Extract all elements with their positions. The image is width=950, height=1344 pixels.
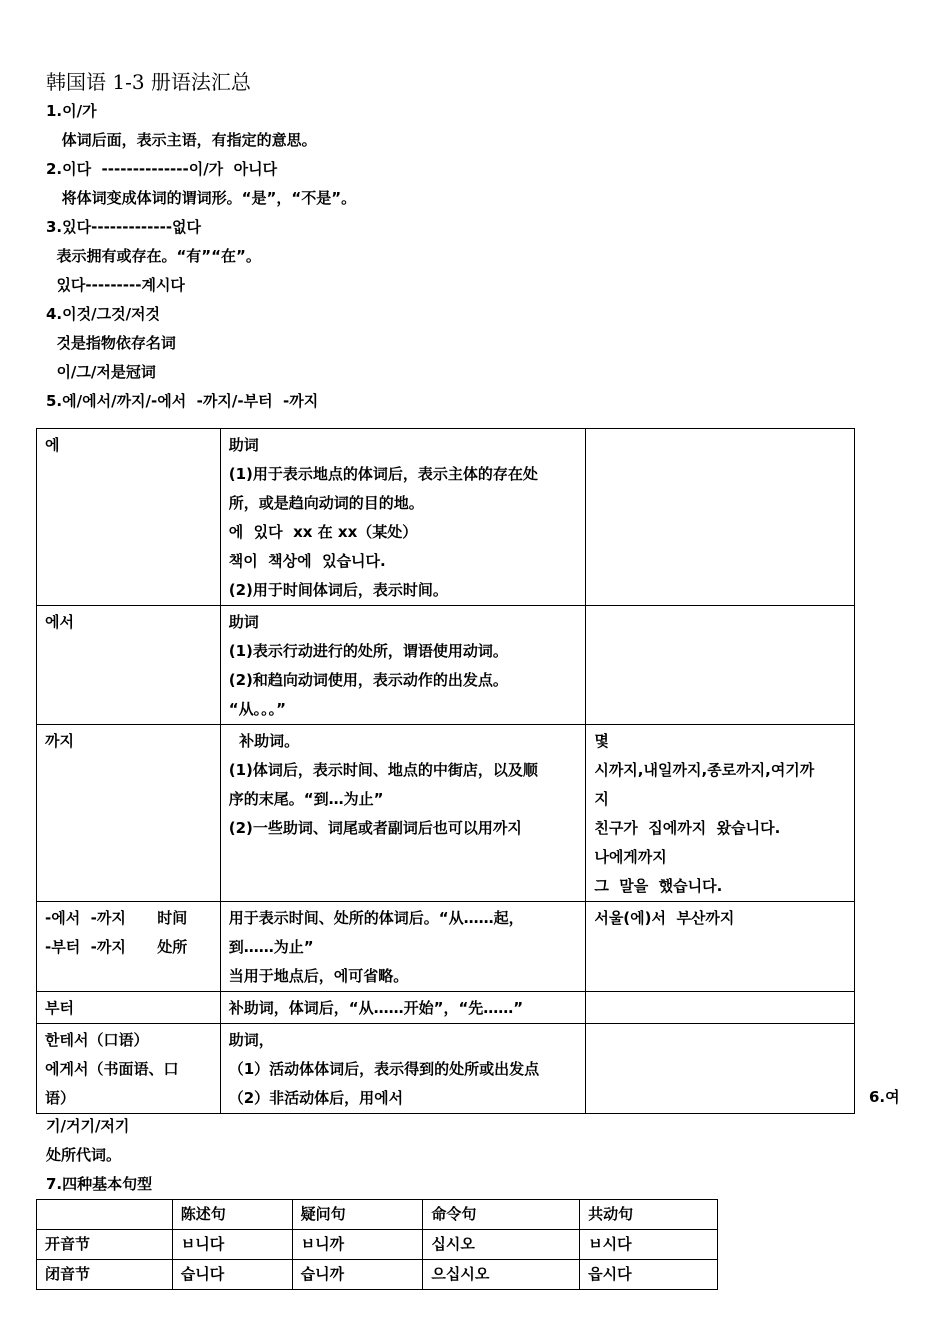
cell-line: -에서 -까지 时间 (45, 909, 188, 927)
table-row (37, 606, 855, 725)
cell-line: (2)和趋向动词使用，表示动作的出发点。 (228, 671, 508, 689)
column-header: 陈述句 (172, 1200, 292, 1230)
text-line: 表示拥有或存在。“有”“在”。 (46, 247, 261, 265)
cell-line: 助词 (228, 436, 259, 454)
table-cell (220, 606, 586, 725)
side-text: 6.여 (869, 1088, 900, 1106)
cell-line: 当用于地点后，에可省略。 (228, 967, 409, 985)
column-header: 共动句 (580, 1200, 718, 1230)
cell-line: 到……为止” (228, 938, 314, 956)
cell-line: 助词， (228, 1031, 274, 1049)
cell-line: 나에게까지 (594, 848, 667, 866)
table-cell (586, 1024, 855, 1114)
cell-line: 그 말을 했습니다. (594, 877, 723, 895)
table-row (37, 1024, 855, 1114)
table-row (37, 902, 855, 992)
cell-line: 补助词。 (228, 732, 300, 750)
table-cell: 습니다 (172, 1260, 292, 1290)
text-line: 5.에/에서/까지/-에서 -까지/-부터 -까지 (46, 392, 319, 410)
cell-line: 助词 (228, 613, 259, 631)
text-line: 7.四种基本句型 (46, 1175, 153, 1193)
text-line: 3.있다-------------없다 (46, 218, 202, 236)
table-cell (220, 429, 586, 606)
text-line: 것是指物依存名词 (46, 334, 176, 352)
cell-line: 所，或是趋向动词的目的地。 (228, 494, 424, 512)
particle-table (36, 428, 855, 1114)
column-header (37, 1200, 173, 1230)
cell-line: 에 (45, 436, 60, 454)
cell-line: 서울(에)서 부산까지 (594, 909, 735, 927)
text-line: 기/거기/저기 (46, 1117, 130, 1135)
cell-line: 补助词，体词后，“从……开始”，“先……” (228, 999, 524, 1017)
table-cell (586, 992, 855, 1024)
table-cell (586, 429, 855, 606)
text-line: 2.이다 --------------이/가 아니다 (46, 160, 278, 178)
table-cell (586, 902, 855, 992)
cell-line: “从。。。” (228, 700, 286, 718)
table-header-row (37, 1200, 718, 1230)
cell-line: 에 있다 xx 在 xx（某处） (228, 523, 418, 541)
table-cell: 습니까 (292, 1260, 423, 1290)
cell-line: （1）活动体体词后，表示得到的处所或出发点 (228, 1060, 540, 1078)
table-cell: ㅂ시다 (580, 1230, 718, 1260)
cell-line: (1)表示行动进行的处所，谓语使用动词。 (228, 642, 508, 660)
table-cell (37, 429, 221, 606)
column-header: 疑问句 (292, 1200, 423, 1230)
cell-line: （2）非活动体后，用에서 (228, 1089, 404, 1107)
table-cell: 십시오 (423, 1230, 580, 1260)
table-row (37, 1230, 718, 1260)
cell-line: 用于表示时间、处所的体词后。“从……起， (228, 909, 524, 927)
table-row (37, 992, 855, 1024)
cell-line: 에서 (45, 613, 74, 631)
table-row (37, 725, 855, 902)
table-row (37, 1260, 718, 1290)
cell-line: 시까지,내일까지,종로까지,여기까 (594, 761, 815, 779)
table-cell (37, 902, 221, 992)
cell-line: (1)体词后，表示时间、地点的中街店，以及顺 (228, 761, 538, 779)
table-cell (37, 725, 221, 902)
table-cell (37, 606, 221, 725)
table-cell (220, 992, 586, 1024)
table-cell (586, 725, 855, 902)
cell-line: 몇 (594, 732, 609, 750)
cell-line: 까지 (45, 732, 74, 750)
cell-line: 지 (594, 790, 609, 808)
cell-line: 序的末尾。“到…为止” (228, 790, 384, 808)
table-cell (37, 1024, 221, 1114)
cell-line: 에게서（书面语、口 (45, 1060, 179, 1078)
table-cell: 闭音节 (37, 1260, 173, 1290)
table-cell (220, 902, 586, 992)
table-cell (37, 992, 221, 1024)
text-line: 1.이/가 (46, 102, 97, 120)
cell-line: 语） (45, 1089, 76, 1107)
text-line: 이/그/저是冠词 (46, 363, 156, 381)
table-cell: ㅂ니까 (292, 1230, 423, 1260)
text-line: 将体词变成体词的谓词形。“是”，“不是”。 (46, 189, 357, 207)
table-cell: 开音节 (37, 1230, 173, 1260)
table-cell: 으십시오 (423, 1260, 580, 1290)
cell-line: (1)用于表示地点的体词后，表示主体的存在处 (228, 465, 538, 483)
column-header: 命令句 (423, 1200, 580, 1230)
table-cell (220, 725, 586, 902)
sentence-type-table (36, 1199, 718, 1290)
page-title: 韩国语 1-3 册语法汇总 (46, 70, 251, 94)
cell-line: 부터 (45, 999, 74, 1017)
text-line: 있다---------계시다 (46, 276, 185, 294)
cell-line: (2)用于时间体词后，表示时间。 (228, 581, 448, 599)
text-line: 4.이것/그것/저것 (46, 305, 161, 323)
cell-line: 친구가 집에까지 왔습니다. (594, 819, 781, 837)
table-row (37, 429, 855, 606)
cell-line: (2)一些助词、词尾或者副词后也可以用까지 (228, 819, 522, 837)
table-cell (220, 1024, 586, 1114)
cell-line: -부터 -까지 处所 (45, 938, 188, 956)
cell-line: 한테서（口语） (45, 1031, 149, 1049)
text-line: 处所代词。 (46, 1146, 122, 1164)
table-cell (586, 606, 855, 725)
table-cell: ㅂ니다 (172, 1230, 292, 1260)
table-cell: 읍시다 (580, 1260, 718, 1290)
cell-line: 책이 책상에 있습니다. (228, 552, 386, 570)
text-line: 体词后面，表示主语，有指定的意思。 (46, 131, 317, 149)
